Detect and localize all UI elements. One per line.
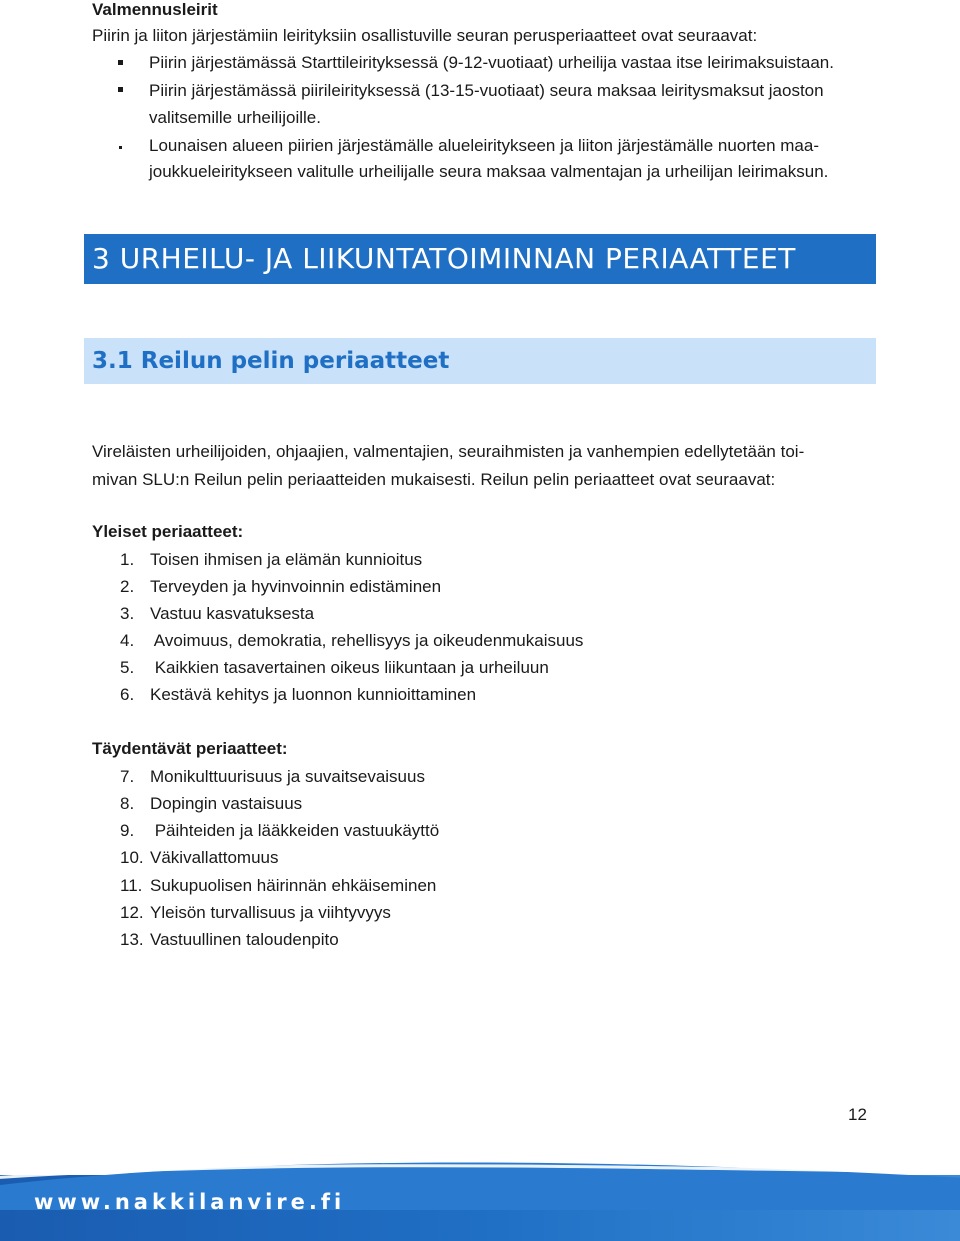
bullet-text-3b: joukkueleiritykseen valitulle urheilijalle seura maksaa valmentajan ja urheilijan leirimaksun.	[149, 162, 829, 181]
bullet-text-1: Piirin järjestämässä Starttileirityksessä (9-12-vuotiaat) urheilija vastaa itse leirimaksuistaan.	[149, 53, 834, 72]
list-item: 8. Dopingin vastaisuus	[120, 794, 303, 813]
bullet-marker	[119, 146, 122, 149]
list-item: 2. Terveyden ja hyvinvoinnin edistäminen	[120, 577, 442, 596]
bullet-text-3a: Lounaisen alueen piirien järjestämälle alueleiritykseen ja liiton järjestämälle nuorten maa-	[149, 136, 819, 155]
subsection-heading-bar	[84, 338, 876, 384]
bullet-marker	[118, 60, 123, 65]
supplementary-principles-heading: Täydentävät periaatteet:	[92, 739, 288, 758]
intro-lead: Piirin ja liiton järjestämiin leirityksiin osallistuville seuran perusperiaatteet ovat seuraavat:	[92, 26, 758, 45]
chapter-heading-bar	[84, 234, 876, 284]
list-item: 10. Väkivallattomuus	[120, 848, 279, 867]
paragraph-line-1: Vireläisten urheilijoiden, ohjaajien, valmentajien, seuraihmisten ja vanhempien edellytetään toi-	[92, 442, 805, 461]
list-item: 3. Vastuu kasvatuksesta	[120, 604, 315, 623]
list-item: 7. Monikulttuurisuus ja suvaitsevaisuus	[120, 767, 425, 786]
section-heading-valmennusleirit: Valmennusleirit	[92, 0, 218, 19]
list-item: 1. Toisen ihmisen ja elämän kunnioitus	[120, 550, 423, 569]
bullet-marker	[118, 87, 123, 92]
list-item: 5. Kaikkien tasavertainen oikeus liikuntaan ja urheiluun	[120, 658, 549, 677]
page-number: 12	[848, 1105, 867, 1124]
paragraph-line-2: mivan SLU:n Reilun pelin periaatteiden mukaisesti. Reilun pelin periaatteet ovat seuraavat:	[92, 470, 776, 489]
bullet-text-2b: valitsemille urheilijoille.	[149, 108, 321, 127]
subsection-heading: 3.1 Reilun pelin periaatteet	[92, 348, 450, 374]
list-item: 13. Vastuullinen taloudenpito	[120, 930, 339, 949]
footer-website-link[interactable]: www.nakkilanvire.fi	[34, 1190, 346, 1214]
general-principles-heading: Yleiset periaatteet:	[92, 522, 244, 541]
bullet-text-2a: Piirin järjestämässä piirileirityksessä (13-15-vuotiaat) seura maksaa leiritysmaksut jaoston	[149, 81, 824, 100]
list-item: 4. Avoimuus, demokratia, rehellisyys ja oikeudenmukaisuus	[120, 631, 584, 650]
list-item: 11. Sukupuolisen häirinnän ehkäiseminen	[120, 876, 437, 895]
chapter-heading: 3 URHEILU- JA LIIKUNTATOIMINNAN PERIAATTEET	[92, 242, 796, 275]
list-item: 6. Kestävä kehitys ja luonnon kunnioittaminen	[120, 685, 477, 704]
list-item: 9. Päihteiden ja lääkkeiden vastuukäyttö	[120, 821, 440, 840]
list-item: 12. Yleisön turvallisuus ja viihtyvyys	[120, 903, 391, 922]
